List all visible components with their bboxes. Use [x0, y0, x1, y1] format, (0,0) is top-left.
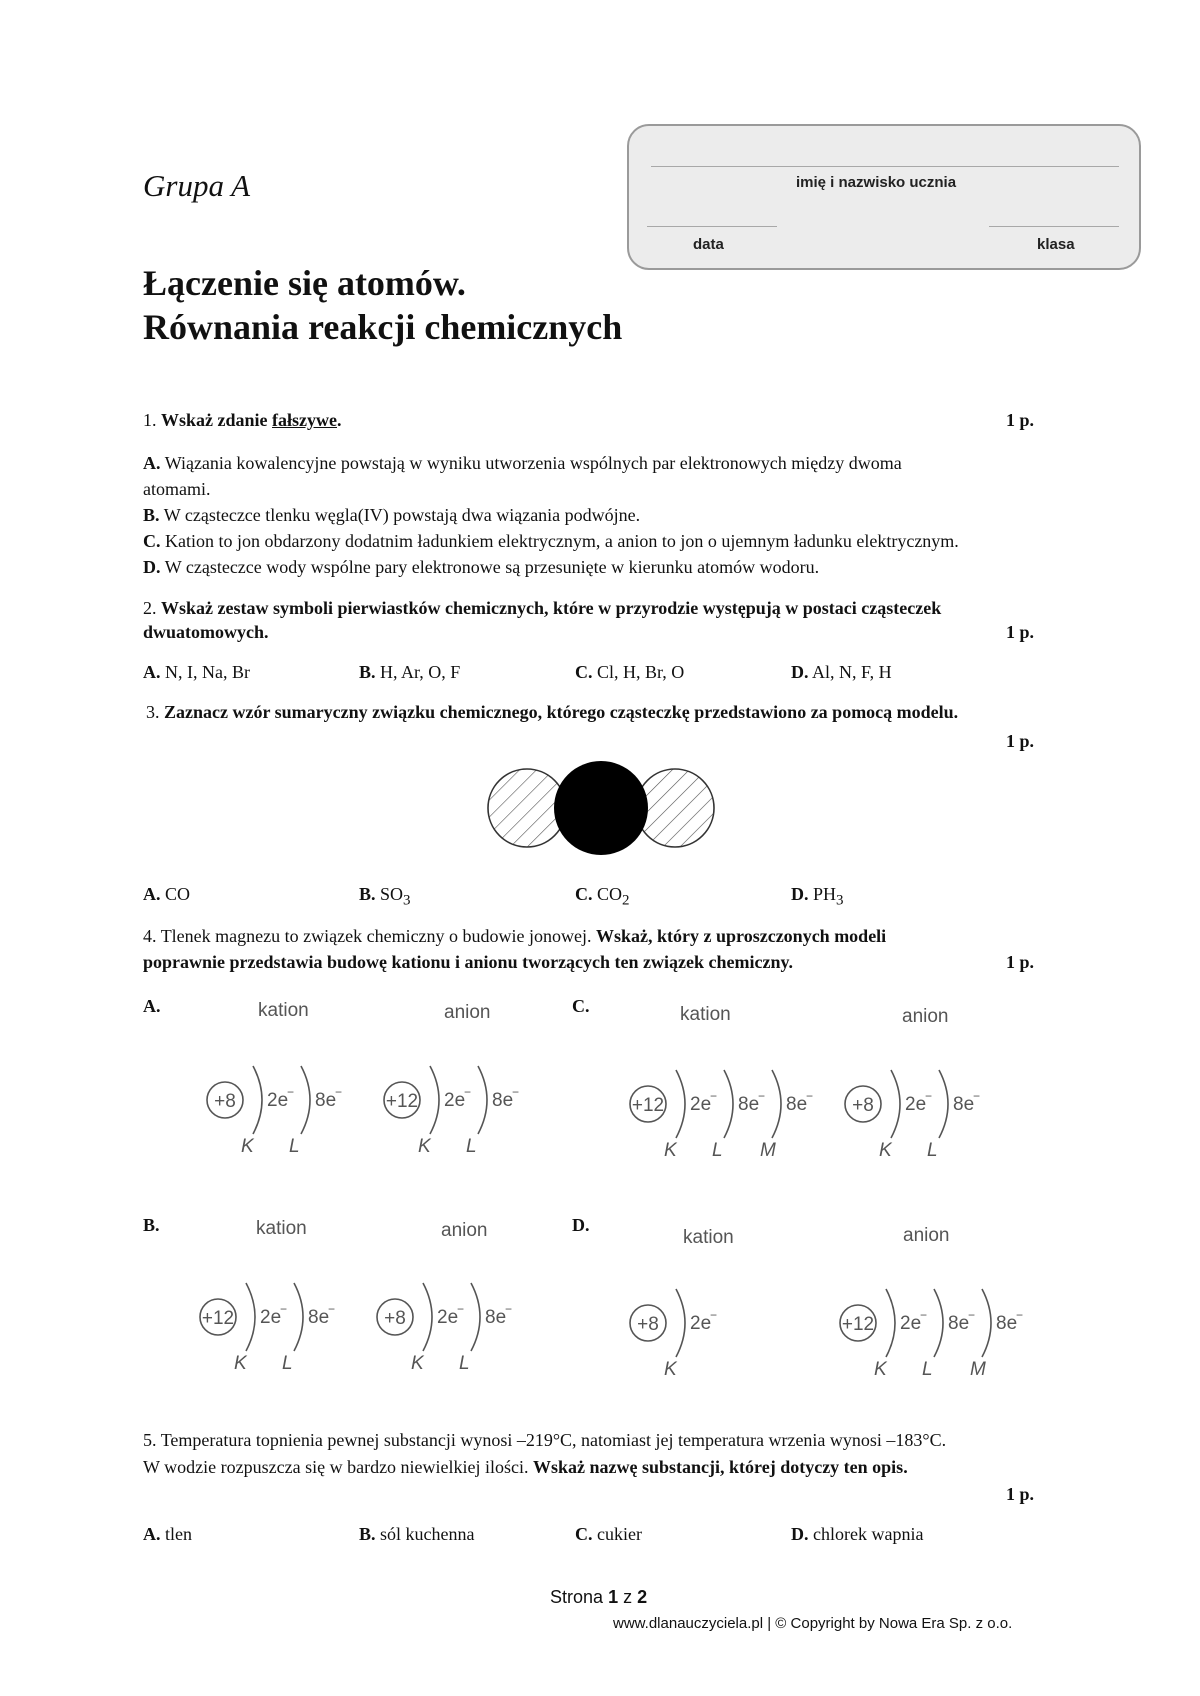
q4-c-kation-electrons-M: 8e — [786, 1094, 808, 1115]
q4-d-kation-electron-sign-K: − — [710, 1308, 718, 1322]
q4-b-anion-shell-label-K: K — [411, 1353, 424, 1374]
q4-points: 1 p. — [1006, 952, 1035, 972]
q2-points: 1 p. — [1006, 622, 1035, 642]
q1-emphasis: fałszywe — [272, 410, 337, 430]
q4-c-anion-shell-K — [891, 1070, 900, 1138]
q4-c-anion-shell-label-L: L — [927, 1140, 938, 1161]
q4-b-kation-label: kation — [256, 1218, 307, 1239]
q4-d-anion-shell-label-K: K — [874, 1359, 887, 1380]
q4-b-anion-electrons-K: 2e — [437, 1307, 459, 1328]
q4-a-anion-electrons-L: 8e — [492, 1090, 514, 1111]
q4-b-kation-electrons-L: 8e — [308, 1307, 330, 1328]
group-label: Grupa A — [143, 168, 251, 203]
name-label: imię i nazwisko ucznia — [796, 174, 957, 191]
q4-d-anion-electrons-K: 2e — [900, 1313, 922, 1334]
page-number: Strona 1 z 2 — [550, 1587, 648, 1607]
q1-points: 1 p. — [1006, 410, 1035, 430]
q4-c-kation-electrons-L: 8e — [738, 1094, 760, 1115]
q4-c-kation-shell-label-L: L — [712, 1140, 723, 1161]
q4-b-anion-shell-label-L: L — [459, 1353, 470, 1374]
q5-line-1: 5. Temperatura topnienia pewnej substancji wynosi –219°C, natomiast jej temperatura wrzenia wynosi –183°C. — [143, 1430, 947, 1450]
q4-c-anion-electron-sign-L: − — [973, 1089, 981, 1103]
q2-prompt: 2. Wskaż zestaw symboli pierwiastków chemicznych, które w przyrodzie występują w postaci cząsteczek — [143, 598, 942, 618]
copyright-line: www.dlanauczyciela.pl | © Copyright by Nowa Era Sp. z o.o. — [613, 1615, 1013, 1632]
q4-a-anion-shell-label-L: L — [466, 1136, 477, 1157]
q3-points: 1 p. — [1006, 731, 1035, 751]
q4-a-anion-electron-sign-K: − — [464, 1085, 472, 1099]
q4-c-anion-nucleus-charge: +8 — [852, 1095, 874, 1116]
q4-d-anion-shell-M — [982, 1289, 991, 1357]
q4-b-kation-electron-sign-L: − — [328, 1302, 336, 1316]
q2-prompt-continued: dwuatomowych. — [143, 622, 269, 642]
q4-b-kation-shell-K — [246, 1283, 255, 1351]
q1-option-c[interactable]: C. Kation to jon obdarzony dodatnim ładunkiem elektrycznym, a anion to jon o ujemnym ładunku elektrycznym. — [143, 531, 959, 551]
q4-b-anion-electron-sign-K: − — [457, 1302, 465, 1316]
q5-option-d[interactable]: D. chlorek wapnia — [791, 1524, 924, 1544]
q4-prompt: 4. Tlenek magnezu to związek chemiczny o budowie jonowej. Wskaż, który z uproszczonych modeli — [143, 926, 887, 946]
q4-c-anion-shell-label-K: K — [879, 1140, 892, 1161]
q1-option-b[interactable]: B. W cząsteczce tlenku węgla(IV) powstają dwa wiązania podwójne. — [143, 505, 641, 525]
q4-a-anion-label: anion — [444, 1002, 491, 1023]
q4-c-anion-shell-L — [939, 1070, 948, 1138]
q3-option-c[interactable]: C. $CO_2$ — [575, 884, 630, 909]
q5-option-a[interactable]: A. tlen — [143, 1524, 192, 1544]
q4-b-kation-nucleus-charge: +12 — [201, 1308, 235, 1329]
q4-a-kation-electron-sign-L: − — [335, 1085, 343, 1099]
q1-prompt: 1. Wskaż zdanie fałszywe. — [143, 410, 342, 430]
q3-prompt: 3. Zaznacz wzór sumaryczny związku chemicznego, którego cząsteczkę przedstawiono za pomocą modelu. — [146, 702, 959, 722]
q4-b-anion-label: anion — [441, 1220, 488, 1241]
q4-c-kation-shell-label-M: M — [760, 1140, 776, 1161]
class-label: klasa — [1037, 236, 1075, 253]
q4-d-anion-shell-L — [934, 1289, 943, 1357]
q4-c-kation-nucleus-charge: +12 — [631, 1095, 665, 1116]
q4-b-anion-electron-sign-L: − — [505, 1302, 513, 1316]
q4-b-anion-nucleus-charge: +8 — [384, 1308, 406, 1329]
q4-d-kation-label: kation — [683, 1227, 734, 1248]
q4-d-anion-shell-label-L: L — [922, 1359, 933, 1380]
q2-option-b[interactable]: B. H, Ar, O, F — [359, 662, 461, 682]
q3-option-a[interactable]: A. CO — [143, 884, 191, 904]
q4-option-a-letter[interactable]: A. — [143, 996, 161, 1016]
q4-a-anion-shell-label-K: K — [418, 1136, 431, 1157]
q4-option-b-letter[interactable]: B. — [143, 1215, 160, 1235]
q4-d-anion-label: anion — [903, 1225, 950, 1246]
q4-b-kation-electrons-K: 2e — [260, 1307, 282, 1328]
q4-d-anion-electrons-L: 8e — [948, 1313, 970, 1334]
q4-b-kation-shell-L — [294, 1283, 303, 1351]
q4-d-kation-shell-K — [676, 1289, 685, 1357]
q4-c-kation-electron-sign-K: − — [710, 1089, 718, 1103]
q2-option-a[interactable]: A. N, I, Na, Br — [143, 662, 250, 682]
q4-prompt-continued: poprawnie przedstawia budowę kationu i anionu tworzących ten związek chemiczny. — [143, 952, 793, 972]
q4-a-kation-shell-K — [253, 1066, 262, 1134]
q1-option-a[interactable]: A. Wiązania kowalencyjne powstają w wyniku utworzenia wspólnych par elektronowych między dwoma — [143, 453, 902, 473]
q4-a-anion-electron-sign-L: − — [512, 1085, 520, 1099]
q4-option-c-letter[interactable]: C. — [572, 996, 590, 1016]
q4-c-kation-electron-sign-L: − — [758, 1089, 766, 1103]
q4-a-kation-shell-L — [301, 1066, 310, 1134]
q4-d-kation-nucleus-charge: +8 — [637, 1314, 659, 1335]
q4-d-anion-electron-sign-K: − — [920, 1308, 928, 1322]
q4-a-kation-shell-label-L: L — [289, 1136, 300, 1157]
q4-c-kation-shell-M — [772, 1070, 781, 1138]
q4-a-kation-nucleus-charge: +8 — [214, 1091, 236, 1112]
q4-d-anion-nucleus-charge: +12 — [841, 1314, 875, 1335]
q4-c-anion-electron-sign-K: − — [925, 1089, 933, 1103]
q5-option-c[interactable]: C. cukier — [575, 1524, 642, 1544]
q4-d-anion-shell-label-M: M — [970, 1359, 986, 1380]
title-line-2: Równania reakcji chemicznych — [143, 307, 623, 347]
date-label: data — [693, 236, 724, 253]
q4-a-kation-electron-sign-K: − — [287, 1085, 295, 1099]
q4-a-kation-label: kation — [258, 1000, 309, 1021]
q5-option-b[interactable]: B. sól kuchenna — [359, 1524, 475, 1544]
q4-a-anion-shell-L — [478, 1066, 487, 1134]
q4-d-anion-electron-sign-L: − — [968, 1308, 976, 1322]
q4-a-anion-shell-K — [430, 1066, 439, 1134]
q4-a-kation-electrons-L: 8e — [315, 1090, 337, 1111]
title-line-1: Łączenie się atomów. — [143, 263, 466, 303]
q2-option-c[interactable]: C. Cl, H, Br, O — [575, 662, 685, 682]
q4-d-anion-electrons-M: 8e — [996, 1313, 1018, 1334]
q4-d-anion-shell-K — [886, 1289, 895, 1357]
q4-c-kation-label: kation — [680, 1004, 731, 1025]
q4-d-anion-electron-sign-M: − — [1016, 1308, 1024, 1322]
q4-a-anion-electrons-K: 2e — [444, 1090, 466, 1111]
q4-c-kation-shell-label-K: K — [664, 1140, 677, 1161]
q4-c-anion-label: anion — [902, 1006, 949, 1027]
q4-d-kation-electrons-K: 2e — [690, 1313, 712, 1334]
q5-points: 1 p. — [1006, 1484, 1035, 1504]
q3-option-d[interactable]: D. $PH_3$ — [791, 884, 844, 909]
q4-c-kation-electron-sign-M: − — [806, 1089, 814, 1103]
q4-c-kation-shell-K — [676, 1070, 685, 1138]
q4-a-kation-shell-label-K: K — [241, 1136, 254, 1157]
q4-b-kation-shell-label-L: L — [282, 1353, 293, 1374]
q4-option-d-letter[interactable]: D. — [572, 1215, 590, 1235]
q1-option-d[interactable]: D. W cząsteczce wody wspólne pary elektronowe są przesunięte w kierunku atomów wodoru. — [143, 557, 820, 577]
q4-a-anion-nucleus-charge: +12 — [385, 1091, 419, 1112]
q4-a-kation-electrons-K: 2e — [267, 1090, 289, 1111]
q4-b-kation-electron-sign-K: − — [280, 1302, 288, 1316]
q4-b-anion-electrons-L: 8e — [485, 1307, 507, 1328]
q4-b-anion-shell-L — [471, 1283, 480, 1351]
q4-c-kation-electrons-K: 2e — [690, 1094, 712, 1115]
q3-option-b[interactable]: B. $SO_3$ — [359, 884, 411, 909]
q4-c-anion-electrons-K: 2e — [905, 1094, 927, 1115]
q4-c-anion-electrons-L: 8e — [953, 1094, 975, 1115]
q4-b-kation-shell-label-K: K — [234, 1353, 247, 1374]
q1-option-a-continued: atomami. — [143, 479, 211, 499]
q4-c-kation-shell-L — [724, 1070, 733, 1138]
q4-b-anion-shell-K — [423, 1283, 432, 1351]
q2-option-d[interactable]: D. Al, N, F, H — [791, 662, 892, 682]
q5-line-2: W wodzie rozpuszcza się w bardzo niewielkiej ilości. Wskaż nazwę substancji, której dotyczy ten opis. — [143, 1457, 908, 1477]
q4-d-kation-shell-label-K: K — [664, 1359, 677, 1380]
